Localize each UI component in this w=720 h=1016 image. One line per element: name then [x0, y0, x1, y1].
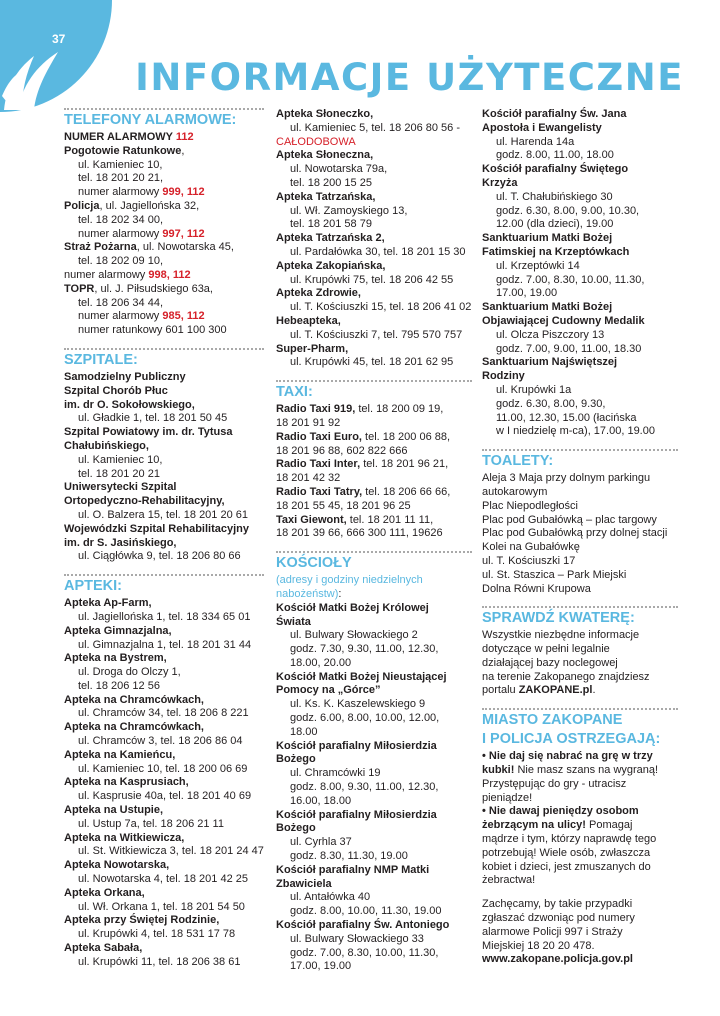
list-item: [64, 914, 264, 942]
church-detail: 16.00, 18.00: [290, 794, 352, 807]
pharmacy-detail: ul. Nowotarska 4, tel. 18 201 42 25: [78, 873, 248, 886]
church-detail: godz. 7.30, 9.30, 11.00, 12.30,: [290, 643, 439, 656]
taxi-phone: 18 201 42 32: [276, 472, 341, 485]
church-name: Bożego: [276, 753, 316, 766]
church-detail: ul. Bulwary Słowackiego 33: [290, 932, 424, 945]
church-name: Zbawiciela: [276, 877, 332, 890]
pharmacy-detail: ul. Wł. Zamoyskiego 13,: [290, 204, 408, 217]
church-detail: ul. Krupówki 1a: [496, 383, 572, 396]
page-title: INFORMACJE UŻYTECZNE: [135, 56, 684, 99]
dotted-divider: [482, 606, 678, 608]
church-name: Sanktuarium Najświętszej: [482, 356, 618, 369]
church-name: Fatimskiej na Krzeptówkach: [482, 245, 630, 258]
kwatera-text: [482, 629, 678, 684]
hospital-name: Uniwersytecki Szpital: [64, 481, 177, 494]
koscioly-list: [276, 602, 472, 975]
taxi-phone: 18 201 91 92: [276, 416, 341, 429]
hospital-name: Szpital Chorób Płuc: [64, 384, 168, 397]
list-item: [64, 426, 264, 481]
list-item: [64, 371, 264, 426]
column-left: [64, 108, 264, 970]
church-detail: ul. Antałówka 40: [290, 891, 371, 904]
pharmacy-name: Apteka Tatrzańska 2,: [276, 232, 385, 245]
pharmacy-name: Super-Pharm,: [276, 342, 349, 355]
taxi-phone: 18 201 96 88, 602 822 666: [276, 444, 408, 457]
taxi-phone: tel. 18 200 06 88,: [361, 430, 451, 443]
section-heading-miasto-2: I POLICJA OSTRZEGAJĄ:: [482, 731, 661, 748]
church-detail: godz. 6.30, 8.00, 9.30,: [496, 397, 606, 410]
list-item: [276, 191, 472, 232]
warning-line: żebractwa!: [482, 874, 536, 887]
pharmacy-detail: ul. Kamieniec 10, tel. 18 200 06 69: [78, 762, 248, 775]
pharmacy-detail: ul. St. Witkiewicza 3, tel. 18 201 24 47: [78, 845, 264, 858]
list-item: [276, 315, 472, 343]
church-name: Objawiającej Cudowny Medalik: [482, 314, 645, 327]
pharmacy-detail: tel. 18 200 15 25: [290, 176, 372, 189]
kwatera-portal: portalu ZAKOPANE.pl.: [482, 684, 596, 697]
dotted-divider: [64, 108, 264, 110]
toilet-location: Plac pod Gubałówką – plac targowy: [482, 513, 657, 526]
list-item: [276, 287, 472, 315]
list-item: [64, 481, 264, 522]
taxi-list: [276, 403, 472, 541]
dotted-divider: [276, 551, 472, 553]
pharmacy-name: Apteka na Kasprusiach,: [64, 776, 189, 789]
list-item: [64, 776, 264, 804]
section-heading-toalety: TOALETY:: [482, 453, 554, 470]
church-detail: 11.00, 12.30, 15.00 (łacińska: [496, 411, 637, 424]
alarm-pogotowie: Pogotowie Ratunkowe, ul. Kamieniec 10, tel. 18 201 20 21, numer alarmowy 999, 112: [64, 144, 205, 199]
status-label: CAŁODOBOWA: [276, 135, 356, 148]
pharmacy-detail: tel. 18 206 12 56: [78, 679, 160, 692]
taxi-name: Radio Taxi Tatry,: [276, 485, 363, 498]
warning-line: potrzebują! Wiele osób, zwłaszcza: [482, 846, 651, 859]
pharmacy-detail: ul. Krupówki 11, tel. 18 206 38 61: [78, 955, 241, 968]
taxi-name: Radio Taxi Euro,: [276, 430, 362, 443]
hospital-detail: ul. O. Balzera 15, tel. 18 201 20 61: [78, 508, 249, 521]
toilet-location: autokarowym: [482, 485, 548, 498]
church-detail: ul. Bulwary Słowackiego 2: [290, 629, 418, 642]
list-item: [64, 804, 264, 832]
warning-line: Przystępując do gry - utracisz: [482, 777, 627, 790]
church-detail: ul. Ks. K. Kaszelewskiego 9: [290, 698, 426, 711]
column-middle: [276, 108, 472, 974]
dotted-divider: [482, 449, 678, 451]
toilet-location: Plac pod Gubałówką przy dolnej stacji: [482, 527, 668, 540]
pharmacy-detail: ul. Chramców 34, tel. 18 206 8 221: [78, 707, 249, 720]
list-item: [482, 163, 678, 232]
church-detail: ul. Harenda 14a: [496, 135, 575, 148]
list-item: [482, 108, 678, 163]
taxi-phone: 18 201 39 66, 666 300 111, 19626: [276, 527, 443, 540]
dotted-divider: [482, 708, 678, 710]
list-item: [64, 749, 264, 777]
taxi-phone: tel. 18 206 66 66,: [362, 485, 451, 498]
pharmacy-name: Hebeapteka,: [276, 314, 341, 327]
church-detail: ul. Krzeptówki 14: [496, 259, 580, 272]
list-item: [276, 602, 472, 671]
church-name: Kościół parafialny Św. Antoniego: [276, 919, 450, 932]
list-item: [276, 343, 472, 371]
report-line: zgłaszać dzwoniąc pod numery: [482, 912, 635, 925]
list-item: [64, 832, 264, 860]
taxi-name: Radio Taxi 919,: [276, 403, 356, 416]
pharmacy-detail: ul. Jagiellońska 1, tel. 18 334 65 01: [78, 610, 251, 623]
police-website-link[interactable]: www.zakopane.policja.gov.pl: [482, 953, 633, 966]
church-name: Kościół Matki Bożej Królowej: [276, 601, 429, 614]
pharmacy-name: Apteka na Kamieńcu,: [64, 748, 176, 761]
church-name: Kościół parafialny Świętego: [482, 163, 629, 176]
pharmacy-detail: ul. Ustup 7a, tel. 18 206 21 11: [78, 817, 224, 830]
pharmacy-name: Apteka Nowotarska,: [64, 859, 170, 872]
church-detail: godz. 7.00, 8.30, 10.00, 11.30,: [290, 946, 439, 959]
pharmacy-detail: ul. Kamieniec 5, tel. 18 206 80 56 -: [290, 121, 460, 134]
church-name: Rodziny: [482, 370, 525, 383]
pharmacy-detail: ul. Pardałówka 30, tel. 18 201 15 30: [290, 245, 466, 258]
church-detail: ul. Olcza Piszczory 13: [496, 328, 605, 341]
warning-1: • Nie daj się nabrać na grę w trzy kubki! Nie masz szans na wygraną! Przystępując do gry - utracisz pieniądze!: [482, 750, 678, 805]
church-detail: 12.00 (dla dzieci), 19.00: [496, 218, 614, 231]
warning-line: pieniądze!: [482, 791, 533, 804]
koscioly-subheading-1: (adresy i godziny niedzielnych: [276, 574, 423, 587]
hospital-detail: ul. Kamieniec 10,: [78, 453, 163, 466]
report-line: Zachęcamy, by takie przypadki: [482, 898, 633, 911]
church-detail: ul. Chramcówki 19: [290, 767, 381, 780]
section-heading-kwatera: SPRAWDŹ KWATERĘ:: [482, 610, 635, 627]
church-detail: 17.00, 19.00: [496, 287, 558, 300]
hospital-name: Szpital Powiatowy im. dr. Tytusa: [64, 426, 233, 439]
list-item: [482, 356, 678, 439]
pharmacy-detail: tel. 18 201 58 79: [290, 218, 372, 231]
church-detail: 17.00, 19.00: [290, 960, 352, 973]
pharmacy-name: Apteka na Chramcówkach,: [64, 721, 204, 734]
taxi-item: [276, 486, 472, 514]
pharmacy-detail: ul. Wł. Orkana 1, tel. 18 201 54 50: [78, 900, 245, 913]
church-name: Bożego: [276, 822, 316, 835]
szpitale-list: [64, 371, 264, 564]
list-item: [64, 887, 264, 915]
pharmacy-detail: ul. Kasprusie 40a, tel. 18 201 40 69: [78, 790, 252, 803]
taxi-name: Radio Taxi Inter,: [276, 458, 361, 471]
toalety-list: [482, 472, 678, 596]
info-line: na terenie Zakopanego znajdziesz: [482, 670, 650, 683]
info-line: działającej bazy noclegowej: [482, 656, 618, 669]
pharmacy-name: Apteka na Chramcówkach,: [64, 693, 204, 706]
church-name: Kościół Matki Bożej Nieustającej: [276, 670, 447, 683]
alarm-policja: Policja, ul. Jagiellońska 32, tel. 18 202 34 00, numer alarmowy 997, 112: [64, 199, 205, 240]
church-name: Kościół parafialny NMP Matki: [276, 863, 430, 876]
pharmacy-detail: ul. Krupówki 4, tel. 18 531 17 78: [78, 928, 236, 941]
church-name: Kościół parafialny Miłosierdzia: [276, 739, 437, 752]
taxi-phone: tel. 18 201 11 11,: [346, 513, 434, 526]
church-name: Pomocy na „Górce”: [276, 684, 381, 697]
church-detail: godz. 6.00, 8.00, 10.00, 12.00,: [290, 712, 440, 725]
section-heading-koscioly: KOŚCIOŁY: [276, 555, 352, 572]
list-item: [482, 232, 678, 301]
section-heading-taxi: TAXI:: [276, 384, 313, 401]
section-heading-apteki: APTEKI:: [64, 578, 122, 595]
list-item: [276, 108, 472, 149]
church-detail: 18.00: [290, 725, 318, 738]
taxi-phone: tel. 18 201 96 21,: [360, 458, 449, 471]
list-item: [64, 625, 264, 653]
info-line: dotyczące w pełni legalnie: [482, 643, 610, 656]
church-name: Apostoła i Ewangelisty: [482, 121, 602, 134]
dotted-divider: [276, 380, 472, 382]
list-item: [64, 942, 264, 970]
info-line: Wszystkie niezbędne informacje: [482, 629, 640, 642]
toilet-location: ul. T. Kościuszki 17: [482, 554, 576, 567]
pharmacy-name: Apteka Tatrzańska,: [276, 190, 376, 203]
pharmacy-name: Apteka przy Świętej Rodzinie,: [64, 914, 220, 927]
church-name: Sanktuarium Matki Bożej: [482, 301, 613, 314]
apteki-list-continued: [276, 108, 472, 370]
taxi-item: [276, 403, 472, 431]
list-item: [276, 149, 472, 190]
pharmacy-name: Apteka na Bystrem,: [64, 652, 167, 665]
pharmacy-name: Apteka Ap-Farm,: [64, 597, 152, 610]
list-item: [64, 652, 264, 693]
alarm-straz: Straż Pożarna, ul. Nowotarska 45, tel. 18 202 09 10, numer alarmowy 998, 112: [64, 241, 234, 281]
pharmacy-detail: ul. Droga do Olczy 1,: [78, 666, 181, 679]
pharmacy-detail: ul. Nowotarska 79a,: [290, 163, 388, 176]
alarm-topr: TOPR, ul. J. Piłsudskiego 63a, tel. 18 206 34 44, numer alarmowy 985, 112 numer ratunkowy 601 100 300: [64, 282, 227, 337]
taxi-name: Taxi Giewont,: [276, 513, 347, 526]
pharmacy-name: Apteka Sabała,: [64, 942, 143, 955]
list-item: [276, 232, 472, 260]
toilet-location: Plac Niepodległości: [482, 499, 578, 512]
church-detail: godz. 6.30, 8.00, 9.00, 10.30,: [496, 204, 640, 217]
toilet-location: ul. St. Staszica – Park Miejski: [482, 568, 627, 581]
church-name: Kościół parafialny Miłosierdzia: [276, 808, 437, 821]
hospital-name: im. dr S. Jasińskiego,: [64, 536, 177, 549]
section-heading-miasto-1: MIASTO ZAKOPANE: [482, 712, 623, 729]
pharmacy-detail: ul. T. Kościuszki 15, tel. 18 206 41 02: [290, 301, 472, 314]
hospital-name: Chałubińskiego,: [64, 439, 149, 452]
hospital-name: im. dr O. Sokołowskiego,: [64, 398, 195, 411]
taxi-item: [276, 514, 472, 542]
list-item: [64, 597, 264, 625]
pharmacy-detail: ul. Krupówki 75, tel. 18 206 42 55: [290, 273, 454, 286]
church-name: Krzyża: [482, 176, 518, 189]
church-detail: w I niedzielę m-ca), 17.00, 19.00: [496, 425, 655, 438]
pharmacy-name: Apteka Gimnazjalna,: [64, 624, 172, 637]
list-item: [276, 809, 472, 864]
leaf-logo-icon: [0, 36, 64, 112]
list-item: [276, 671, 472, 740]
list-item: [64, 523, 264, 564]
apteki-list: [64, 597, 264, 970]
section-heading-alarm: TELEFONY ALARMOWE:: [64, 112, 237, 128]
hospital-name: Wojewódzki Szpital Rehabilitacyjny: [64, 522, 250, 535]
church-name: Świata: [276, 615, 311, 628]
warning-2: • Nie dawaj pieniędzy osobom żebrzącym na ulicy! Pomagaj mądrze i tym, którzy naprawdę tego potrzebują! Wiele osób, zwłaszcza kobiet i dzieci, jest zmuszanych do żebractwa!: [482, 805, 678, 888]
church-detail: ul. Cyrhla 37: [290, 836, 352, 849]
list-item: [64, 694, 264, 722]
list-item: [64, 859, 264, 887]
church-detail: godz. 8.30, 11.30, 19.00: [290, 850, 408, 863]
warning-line: mądrze i tym, którzy naprawdę tego: [482, 833, 657, 846]
pharmacy-name: Apteka Zakopiańska,: [276, 259, 386, 272]
dotted-divider: [64, 574, 264, 576]
hospital-detail: tel. 18 201 20 21: [78, 467, 160, 480]
church-detail: 18.00, 20.00: [290, 656, 352, 669]
warning-line: kobiet i dzieci, jest zmuszanych do: [482, 860, 651, 873]
toilet-location: Aleja 3 Maja przy dolnym parkingu: [482, 472, 651, 485]
toilet-location: Dolna Równi Krupowa: [482, 582, 591, 595]
church-detail: godz. 8.00, 10.00, 11.30, 19.00: [290, 905, 442, 918]
alarm-number: NUMER ALARMOWY 112: [64, 131, 194, 143]
pharmacy-detail: ul. Chramców 3, tel. 18 206 86 04: [78, 735, 243, 748]
pharmacy-detail: ul. Gimnazjalna 1, tel. 18 201 31 44: [78, 638, 252, 651]
taxi-item: [276, 431, 472, 459]
list-item: [276, 864, 472, 919]
list-item: [276, 260, 472, 288]
taxi-phone: tel. 18 200 09 19,: [355, 403, 444, 416]
pharmacy-name: Apteka Orkana,: [64, 886, 145, 899]
hospital-detail: ul. Gładkie 1, tel. 18 201 50 45: [78, 412, 228, 425]
list-item: [64, 721, 264, 749]
church-name: Kościół parafialny Św. Jana: [482, 108, 627, 120]
pharmacy-name: Apteka na Ustupie,: [64, 804, 164, 817]
hospital-detail: ul. Ciągłówka 9, tel. 18 206 80 66: [78, 550, 241, 563]
list-item: [276, 740, 472, 809]
pharmacy-name: Apteka na Witkiewicza,: [64, 831, 185, 844]
dotted-divider: [64, 348, 264, 350]
taxi-item: [276, 458, 472, 486]
report-line: alarmowe Policji 997 i Straży: [482, 925, 623, 938]
report-line: Miejskiej 18 20 20 478.: [482, 939, 595, 952]
church-detail: ul. T. Chałubińskiego 30: [496, 190, 613, 203]
church-detail: godz. 7.00, 8.30, 10.00, 11.30,: [496, 273, 645, 286]
church-detail: godz. 7.00, 9.00, 11.00, 18.30: [496, 342, 642, 355]
koscioly-subheading-2: nabożeństw):: [276, 587, 342, 600]
hospital-name: Ortopedyczno-Rehabilitacyjny,: [64, 495, 225, 508]
pharmacy-name: Apteka Zdrowie,: [276, 287, 361, 300]
pharmacy-detail: ul. Krupówki 45, tel. 18 201 62 95: [290, 356, 454, 369]
column-right: [482, 108, 678, 967]
church-detail: godz. 8.00, 9.30, 11.00, 12.30,: [290, 781, 439, 794]
pharmacy-name: Apteka Słoneczko,: [276, 108, 374, 120]
pharmacy-detail: ul. T. Kościuszki 7, tel. 795 570 757: [290, 328, 463, 341]
section-heading-szpitale: SZPITALE:: [64, 351, 138, 368]
pharmacy-name: Apteka Słoneczna,: [276, 149, 374, 162]
list-item: [482, 301, 678, 356]
taxi-phone: 18 201 55 45, 18 201 96 25: [276, 499, 411, 512]
toilet-location: Kolei na Gubałówkę: [482, 541, 580, 554]
koscioly-list-continued: [482, 108, 678, 439]
page-number: 37: [52, 32, 66, 46]
church-name: Sanktuarium Matki Bożej: [482, 232, 613, 245]
report-text: [482, 898, 678, 953]
hospital-name: Samodzielny Publiczny: [64, 370, 186, 383]
church-detail: godz. 8.00, 11.00, 18.00: [496, 149, 614, 162]
list-item: [276, 919, 472, 974]
